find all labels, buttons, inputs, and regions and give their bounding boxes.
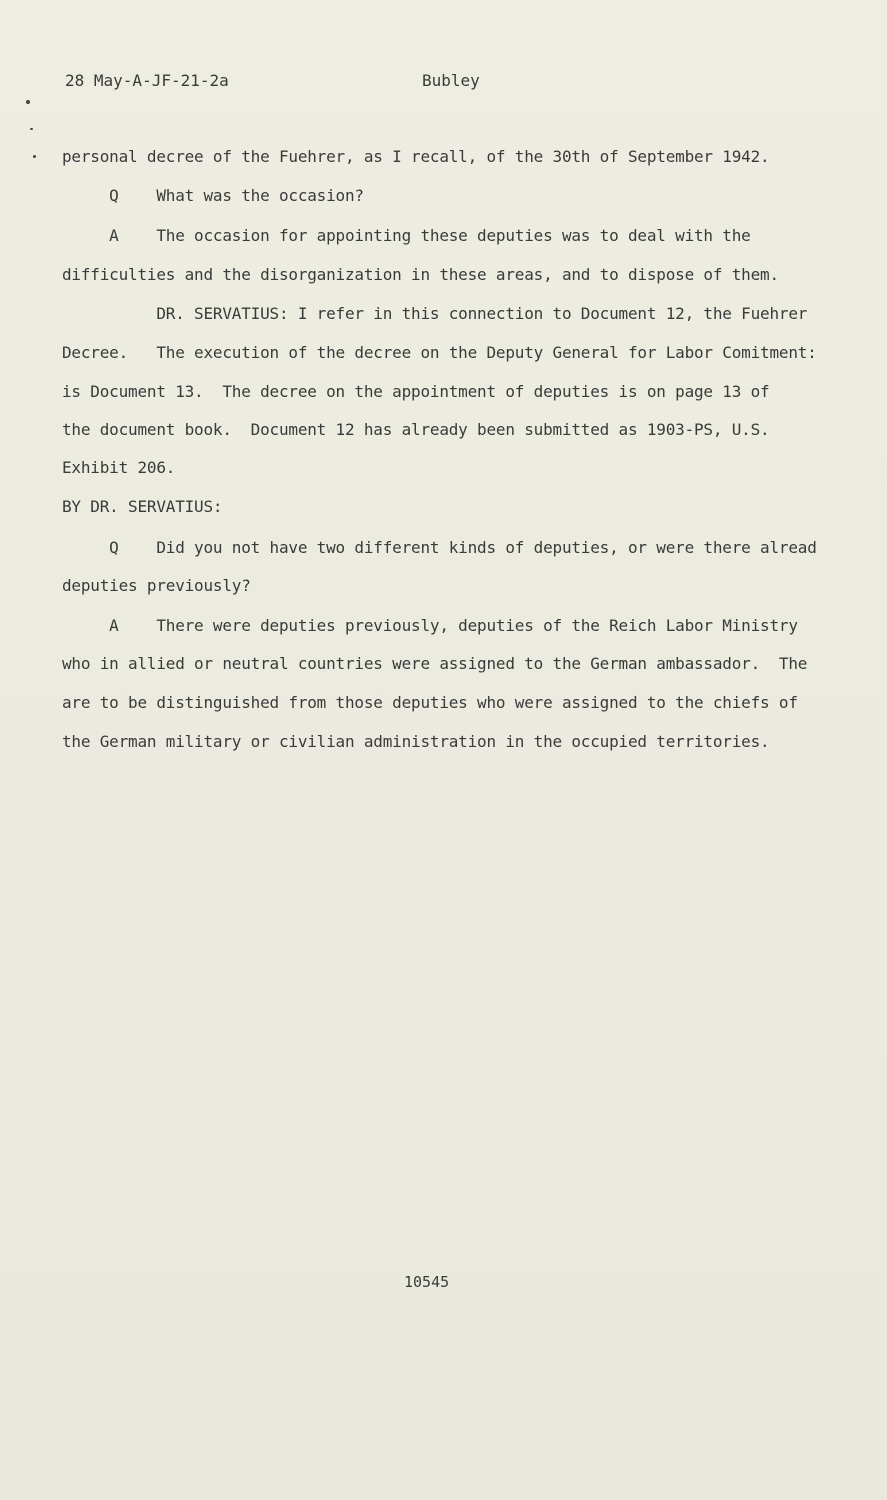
text-line: difficulties and the disorganization in these areas, and to dispose of them. [62,265,779,284]
text-line: are to be distinguished from those deputies who were assigned to the chiefs of [62,693,798,712]
text-line: is Document 13. The decree on the appointment of deputies is on page 13 of [62,382,770,401]
margin-mark [26,100,30,104]
text-line: Q What was the occasion? [62,186,364,205]
document-reference: 28 May-A-JF-21-2a [65,71,229,90]
text-line: DR. SERVATIUS: I refer in this connection to Document 12, the Fuehrer [62,304,808,323]
text-line: A There were deputies previously, deputies of the Reich Labor Ministry [62,616,798,635]
text-line: BY DR. SERVATIUS: [62,497,223,516]
text-line: A The occasion for appointing these deputies was to deal with the [62,226,751,245]
text-line: the document book. Document 12 has already been submitted as 1903-PS, U.S. [62,420,770,439]
speaker-name: Bubley [422,71,480,90]
margin-mark [30,128,33,130]
text-line: the German military or civilian administration in the occupied territories. [62,732,770,751]
page-number: 10545 [404,1273,450,1291]
text-line: Exhibit 206. [62,458,176,477]
text-line: who in allied or neutral countries were assigned to the German ambassador. The [62,654,808,673]
text-line: deputies previously? [62,576,251,595]
text-line: personal decree of the Fuehrer, as I recall, of the 30th of September 1942. [62,147,770,166]
text-line: Q Did you not have two different kinds of deputies, or were there alread [62,538,817,557]
text-line: Decree. The execution of the decree on the Deputy General for Labor Comitment: [62,343,817,362]
margin-mark [33,155,36,158]
